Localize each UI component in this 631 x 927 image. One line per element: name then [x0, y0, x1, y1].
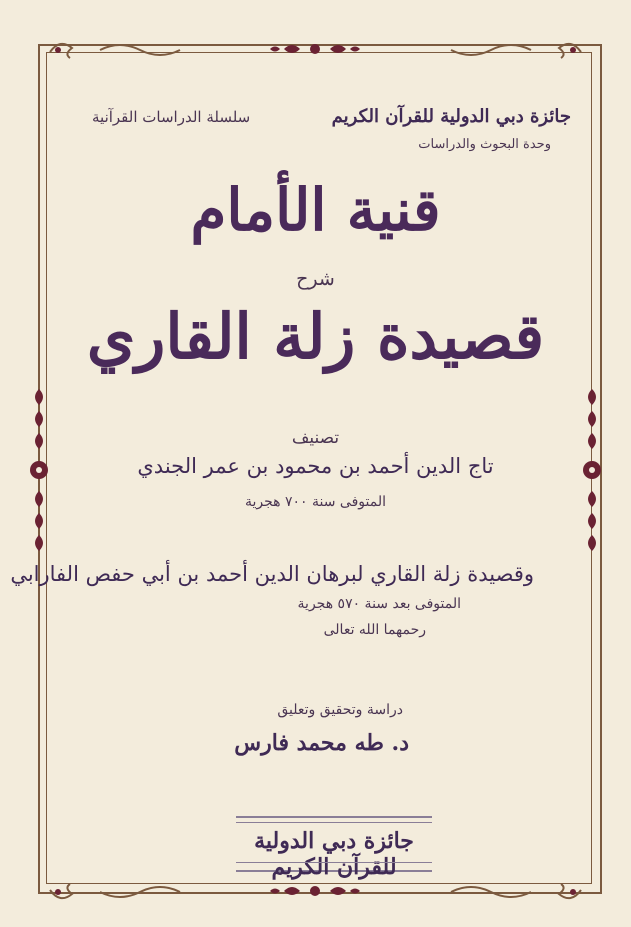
authorship-label: تصنيف [291, 428, 340, 448]
sharh-label: شرح [296, 268, 335, 290]
poem-author-death: المتوفى بعد سنة ٥٧٠ هجرية [297, 596, 461, 612]
top-ornament-icon [0, 34, 631, 64]
book-title: قنية الأمام [190, 176, 441, 244]
prize-title: جائزة دبي الدولية للقرآن الكريم [331, 106, 571, 127]
book-subtitle: قصيدة زلة القاري [86, 300, 545, 373]
bottom-ornament-icon [0, 876, 631, 906]
series-title: سلسلة الدراسات القرآنية [92, 108, 251, 126]
prize-unit: وحدة البحوث والدراسات [418, 137, 551, 152]
author-death: المتوفى سنة ٧٠٠ هجرية [245, 494, 386, 510]
poem-author: وقصيدة زلة القاري لبرهان الدين أحمد بن أبي حفص الفارابي [10, 562, 534, 586]
publisher-name: جائزة دبي الدولية للقرآن الكريم [254, 828, 414, 880]
publisher-plaque [236, 816, 432, 880]
editor-name: د. طه محمد فارس [234, 730, 409, 756]
plaque-line-top [236, 822, 432, 823]
author-name: تاج الدين أحمد بن محمود بن عمر الجندي [137, 454, 494, 478]
editor-label: دراسة وتحقيق وتعليق [277, 702, 403, 718]
prayer-text: رحمهما الله تعالى [323, 622, 426, 638]
plaque-line-bottom [236, 862, 432, 863]
